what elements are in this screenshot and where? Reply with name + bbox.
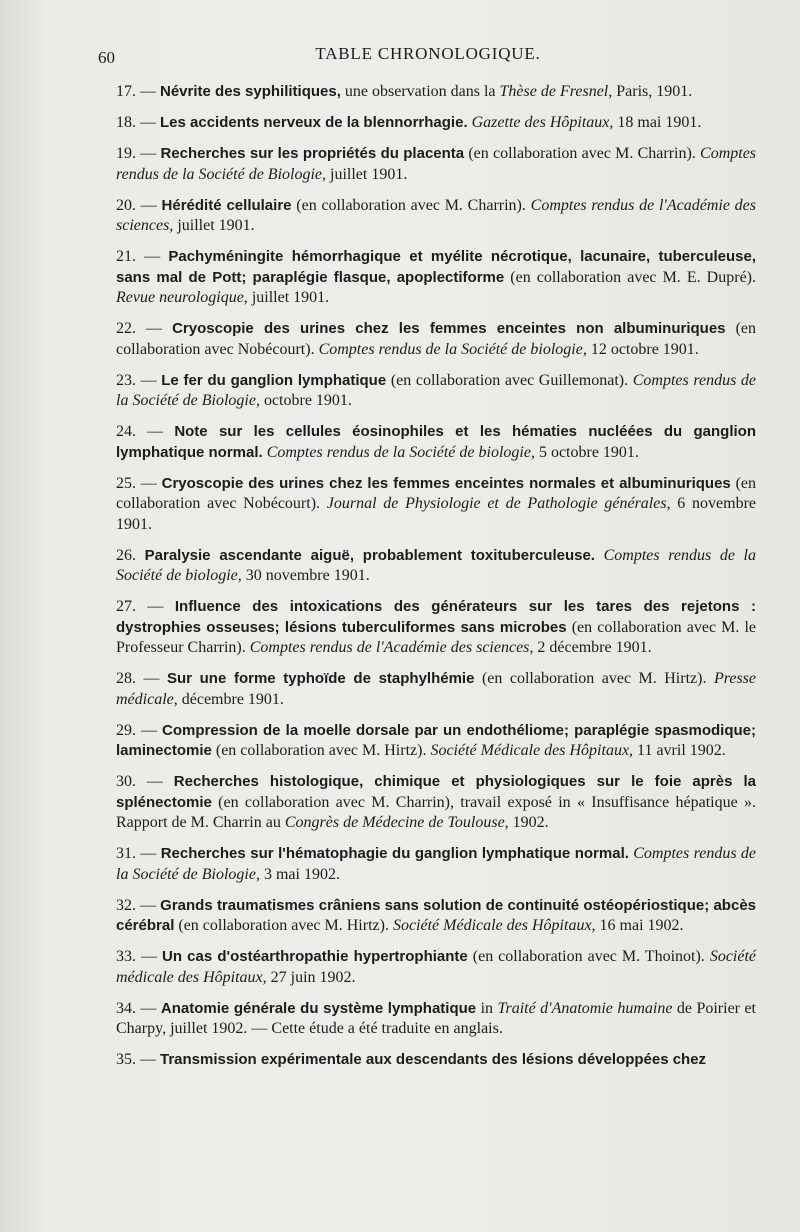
entry-date: 2 décembre 1901.: [533, 639, 652, 656]
entry-number: 31. —: [116, 845, 161, 862]
entry-date: 12 octobre 1901.: [586, 340, 699, 358]
entry-details: (en collaboration avec Guillemonat).: [386, 371, 633, 389]
entry-details: in: [476, 999, 498, 1017]
entry-date: de Poirier et Charpy, juillet 1902. — Cette étude a été traduite en anglais.: [116, 999, 756, 1037]
entry-number: 19. —: [116, 145, 161, 162]
entry-details: (en collaboration avec M. Hirtz).: [174, 917, 393, 934]
entry-journal: Comptes rendus de la Société de Biologie,: [116, 371, 757, 409]
bibliography-entry: [116, 196, 756, 237]
entry-journal: Société Médicale des Hôpitaux,: [430, 742, 634, 759]
bibliography-entry: [116, 422, 756, 463]
entry-title: Sur une forme typhoïde de staphylhémie: [166, 670, 475, 687]
entry-title: Cryoscopie des urines chez les femmes enceintes normales et albuminuriques: [161, 474, 731, 492]
bibliography-entry: [116, 546, 756, 587]
entry-journal: Thèse de Fresnel,: [499, 83, 613, 100]
entry-details: (en collaboration avec Nobécourt).: [116, 320, 756, 358]
bibliography-entry: [116, 82, 756, 103]
entry-title: Influence des intoxications des générateurs sur les tares des rejetons : dystrophies osseuses; lésions tuberculiformes sans microbes: [116, 598, 756, 636]
entry-date: 6 novembre 1901.: [116, 495, 757, 533]
entry-journal: Traité d'Anatomie humaine: [497, 999, 673, 1017]
entry-journal: Comptes rendus de la Société de Biologie,: [116, 845, 756, 883]
bibliography-entry: [116, 371, 756, 412]
bibliography-entry: [116, 597, 756, 659]
entry-title: Compression de la moelle dorsale par un endothéliome; paraplégie spasmodique; laminectomie: [116, 721, 757, 759]
entry-title: Le fer du ganglion lymphatique: [161, 371, 387, 389]
bibliography-entry: [116, 721, 756, 762]
entry-details: (en collaboration avec M. Charrin).: [464, 145, 701, 162]
page-header: [98, 44, 758, 68]
entry-number: 17. —: [116, 83, 160, 100]
entry-date: 1902.: [508, 814, 549, 831]
bibliography-entry: [116, 113, 756, 134]
entry-number: 29. —: [116, 721, 162, 739]
entry-date: 27 juin 1902.: [266, 968, 356, 986]
entry-number: 30. —: [116, 773, 174, 790]
bibliography-entry: [116, 947, 756, 988]
entry-date: 11 avril 1902.: [633, 742, 726, 759]
entry-number: 25. —: [116, 474, 162, 492]
entry-date: 30 novembre 1901.: [241, 567, 370, 584]
bibliography-entry: [116, 144, 756, 185]
entry-date: décembre 1901.: [177, 690, 284, 708]
entry-date: 16 mai 1902.: [595, 917, 684, 934]
entry-title: Les accidents nerveux de la blennorrhagie.: [160, 114, 468, 131]
page-number: 60: [98, 48, 115, 67]
entry-details: une observation dans la: [340, 83, 500, 100]
entry-date: Paris, 1901.: [612, 83, 693, 100]
entry-title: Grands traumatismes crâniens sans solution de continuité ostéopériostique; abcès cérébral: [116, 896, 756, 934]
entry-journal: Comptes rendus de l'Académie des sciences,: [116, 196, 757, 234]
entry-title: Hérédité cellulaire: [161, 196, 292, 214]
entry-details: (en collaboration avec M. Charrin).: [291, 196, 531, 214]
entry-journal: Comptes rendus de la Société de Biologie,: [116, 145, 757, 183]
bibliography-entry: [116, 474, 756, 536]
entry-journal: Société médicale des Hôpitaux,: [116, 948, 757, 986]
entry-title: Note sur les cellules éosinophiles et les hématies nucléées du ganglion lymphatique normal.: [116, 423, 756, 461]
entry-number: 33. —: [116, 948, 162, 965]
entry-journal: Comptes rendus de la Société de biologie,: [116, 546, 757, 584]
entry-details: (en collaboration avec M. Hirtz).: [211, 742, 431, 759]
entry-number: 22. —: [116, 320, 173, 337]
entry-title: Névrite des syphilitiques,: [160, 83, 341, 100]
entry-title: Transmission expérimentale aux descendants des lésions développées chez: [160, 1051, 707, 1068]
bibliography-entry: [116, 1050, 756, 1071]
bibliography-entry: [116, 999, 756, 1040]
chronological-list: [116, 82, 756, 1081]
entry-journal: Presse médicale,: [116, 670, 756, 708]
entry-number: 23. —: [116, 371, 162, 389]
entry-journal: Journal de Physiologie et de Pathologie générales,: [326, 495, 671, 512]
bibliography-entry: [116, 844, 756, 885]
entry-details: (en collaboration avec Nobécourt).: [116, 474, 757, 512]
entry-date: juillet 1901.: [326, 165, 408, 183]
entry-date: 5 octobre 1901.: [534, 443, 639, 461]
entry-number: 20. —: [116, 196, 162, 214]
bibliography-entry: [116, 319, 756, 360]
entry-number: 24. —: [116, 423, 175, 440]
entry-journal: Congrès de Médecine de Toulouse,: [284, 814, 509, 831]
entry-journal: Revue neurologique,: [116, 289, 248, 306]
entry-journal: Comptes rendus de l'Académie des sciences,: [249, 639, 534, 656]
entry-details: (en collaboration avec M. Charrin), travail exposé in « Insuffisance hépatique ». Rapport de M. Charrin au: [116, 793, 756, 831]
entry-date: 3 mai 1902.: [259, 865, 340, 883]
entry-journal: Société Médicale des Hôpitaux,: [392, 917, 596, 934]
entry-details: [595, 547, 604, 564]
entry-number: 35. —: [116, 1051, 160, 1068]
entry-number: 28. —: [116, 670, 167, 687]
entry-date: octobre 1901.: [259, 392, 352, 409]
running-title: TABLE CHRONOLOGIQUE.: [315, 44, 541, 63]
entry-title: Recherches sur l'hématophagie du ganglion lymphatique normal.: [160, 845, 629, 862]
entry-details: (en collaboration avec M. le Professeur Charrin).: [116, 618, 757, 656]
entry-date: 18 mai 1901.: [613, 114, 702, 131]
entry-title: Recherches histologique, chimique et physiologiques sur le foie après la splénectomie: [116, 773, 756, 811]
entry-title: Cryoscopie des urines chez les femmes enceintes non albuminuriques: [172, 320, 726, 337]
entry-details: (en collaboration avec M. Thoinot).: [467, 948, 710, 965]
entry-number: 32. —: [116, 896, 161, 914]
entry-journal: Comptes rendus de la Société de biologie,: [318, 340, 587, 358]
entry-number: 27. —: [116, 598, 175, 615]
entry-journal: Comptes rendus de la Société de biologie,: [266, 443, 535, 461]
bibliography-entry: [116, 247, 756, 309]
bibliography-entry: [116, 896, 756, 937]
entry-number: 34. —: [116, 999, 161, 1017]
bibliography-entry: [116, 669, 756, 710]
entry-title: Un cas d'ostéarthropathie hypertrophiante: [162, 948, 468, 965]
entry-details: (en collaboration avec M. Hirtz).: [474, 670, 714, 687]
entry-number: 26.: [116, 546, 145, 564]
entry-details: (en collaboration avec M. E. Dupré).: [504, 268, 756, 286]
entry-number: 18. —: [116, 114, 160, 131]
entry-title: Pachyméningite hémorrhagique et myélite nécrotique, lacunaire, tuberculeuse, sans mal de Pott; paraplégie flasque, apoplectiforme: [116, 248, 757, 286]
bibliography-entry: [116, 772, 756, 834]
entry-date: juillet 1901.: [247, 289, 330, 306]
entry-journal: Gazette des Hôpitaux,: [471, 114, 614, 131]
entry-title: Paralysie ascendante aiguë, probablement toxituberculeuse.: [144, 546, 595, 564]
entry-number: 21. —: [116, 248, 169, 265]
entry-date: juillet 1901.: [173, 217, 255, 234]
entry-title: Anatomie générale du système lymphatique: [160, 999, 477, 1017]
entry-title: Recherches sur les propriétés du placenta: [160, 145, 465, 162]
